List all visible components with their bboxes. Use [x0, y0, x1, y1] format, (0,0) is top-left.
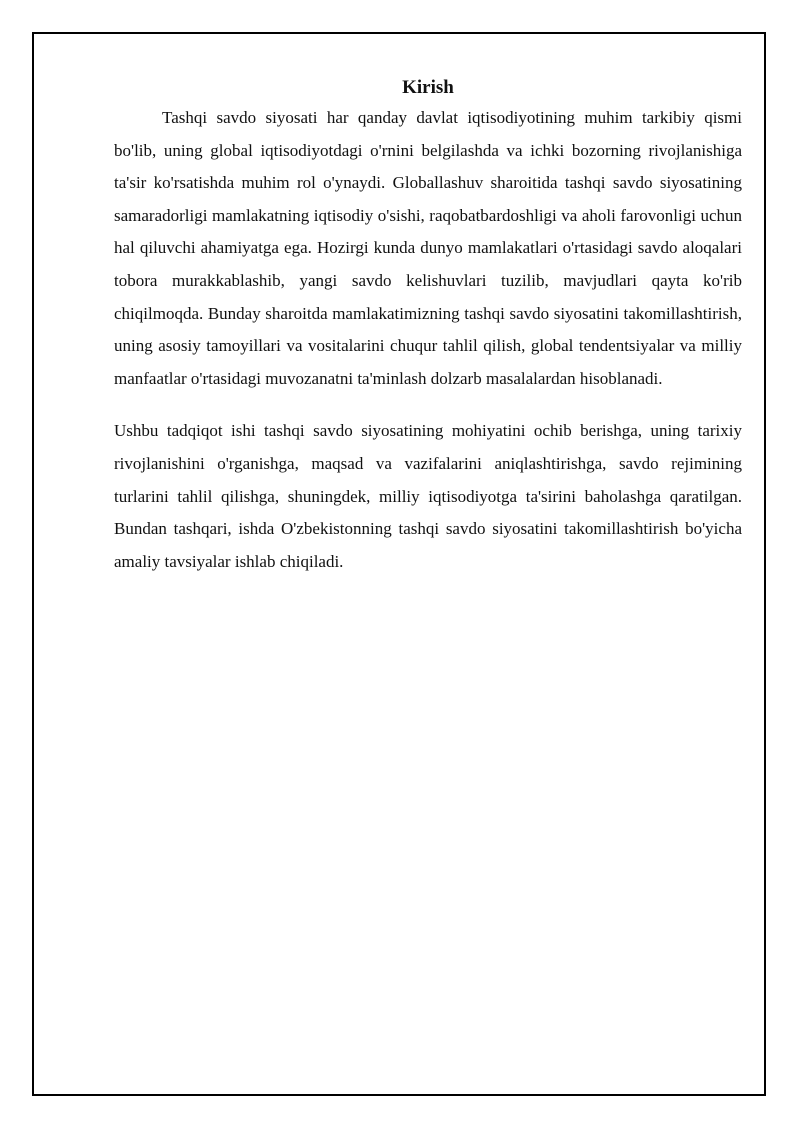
document-title: Kirish — [402, 77, 454, 98]
paragraph-spacer — [114, 395, 742, 415]
intro-paragraph-1: Tashqi savdo siyosati har qanday davlat iqtisodiyotining muhim tarkibiy qismi bo'lib, uning global iqtisodiyotdagi o'rnini belgilashda va ichki bozorning rivojlanishiga ta'sir ko'rsatishda muhim rol o'ynaydi. Globallashuv sharoitida tashqi savdo siyosatining samaradorligi mamlakatning iqtisodiy o'sishi, raqobatbardoshligi va aholi farovonligi uchun hal qiluvchi ahamiyatga ega. Hozirgi kunda dunyo mamlakatlari o'rtasidagi savdo aloqalari tobora murakkablashib, yangi savdo kelishuvlari tuzilib, mavjudlari qayta ko'rib chiqilmoqda. Bunday sharoitda mamlakatimizning tashqi savdo siyosatini takomillashtirish, uning asosiy tamoyillari va vositalarini chuqur tahlil qilish, global tendentsiyalar va milliy manfaatlar o'rtasidagi muvozanatni ta'minlash dolzarb masalalardan hisoblanadi. — [114, 108, 742, 388]
intro-paragraph-2: Ushbu tadqiqot ishi tashqi savdo siyosatining mohiyatini ochib berishga, uning tarixiy rivojlanishini o'rganishga, maqsad va vazifalarini aniqlashtirishga, savdo rejimining turlarini tahlil qilishga, shuningdek, milliy iqtisodiyotga ta'sirini baholashga qaratilgan. Bundan tashqari, ishda O'zbekistonning tashqi savdo siyosatini takomillashtirish bo'yicha amaliy tavsiyalar ishlab chiqiladi. — [114, 421, 742, 571]
document-body — [114, 74, 742, 578]
